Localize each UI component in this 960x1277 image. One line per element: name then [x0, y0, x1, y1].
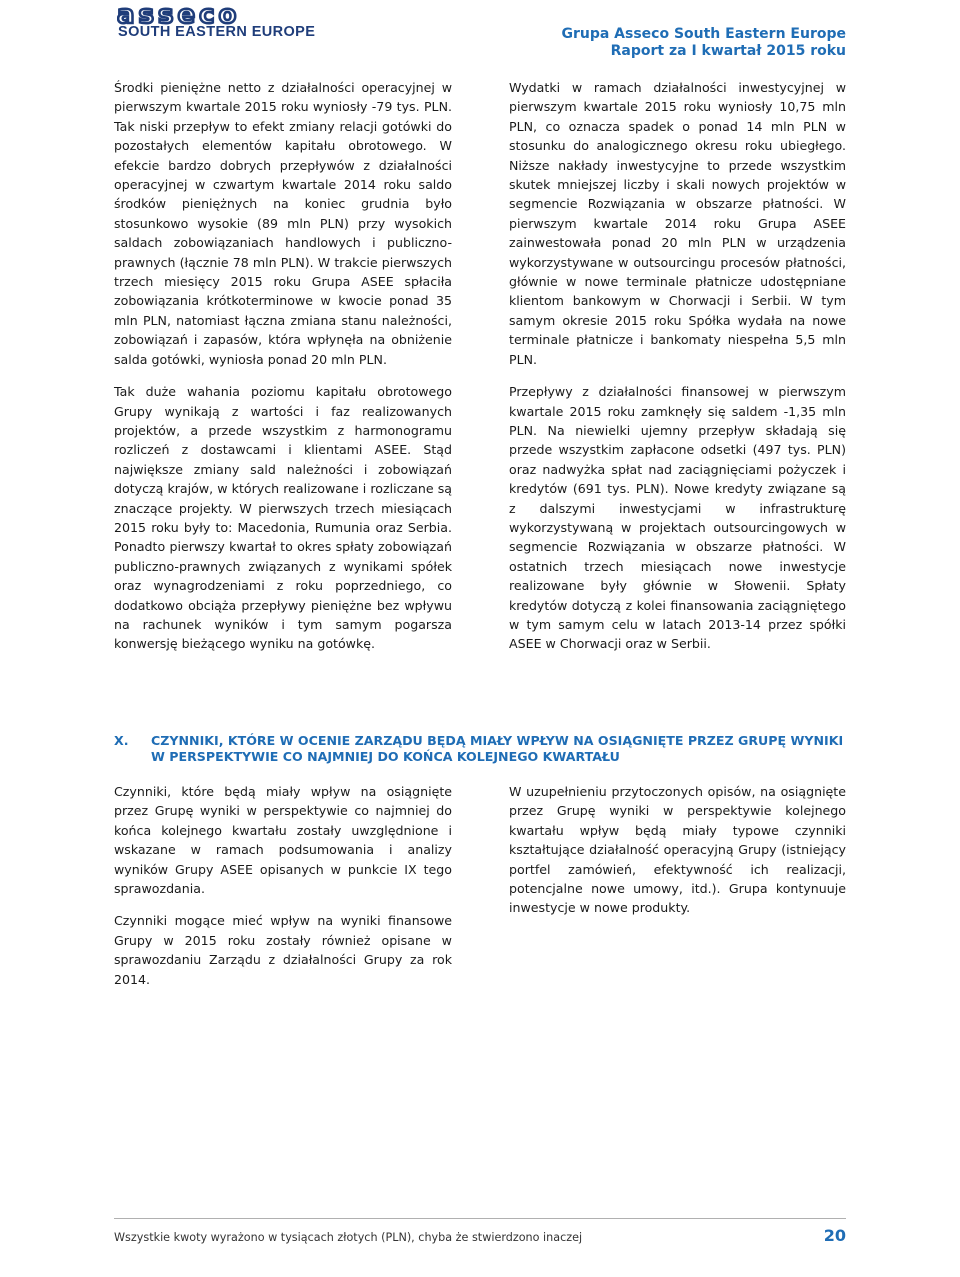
company-name: Grupa Asseco South Eastern Europe: [561, 26, 846, 42]
section-right-column: [509, 782, 846, 931]
paragraph: W uzupełnieniu przytoczonych opisów, na osiągnięte przez Grupę wyniki w perspektywie kolejnego kwartału wpływ będą miały typowe czynniki kształtujące działalność operacyjną Grupy (istniejący portfel zamówień, efektywność ich realizacji, potencjalne nowe umowy, itd.). Grupa kontynuuje inwestycje w nowe produkty.: [509, 784, 846, 916]
paragraph: Czynniki, które będą miały wpływ na osiągnięte przez Grupę wyniki w perspektywie co najmniej do końca kolejnego kwartału zostały uwzględnione i wskazane w ramach podsumowania i analizy wyników Grupy ASEE opisanych w punkcie IX tego sprawozdania.: [114, 784, 452, 897]
report-header: [561, 26, 846, 60]
body-right-column: [509, 78, 846, 667]
section-title: CZYNNIKI, KTÓRE W OCENIE ZARZĄDU BĘDĄ MIAŁY WPŁYW NA OSIĄGNIĘTE PRZEZ GRUPĘ WYNIKI W PERSPEKTYWIE CO NAJMNIEJ DO KOŃCA KOLEJNEGO KWARTAŁU: [151, 733, 844, 764]
footer-divider: [114, 1218, 846, 1219]
paragraph: Czynniki mogące mieć wpływ na wyniki finansowe Grupy w 2015 roku zostały również opisane w sprawozdaniu Zarządu z działalności Grupy za rok 2014.: [114, 913, 452, 987]
section-heading: [114, 733, 846, 765]
paragraph: Przepływy z działalności finansowej w pierwszym kwartale 2015 roku zamknęły się saldem -1,35 mln PLN. Na niewielki ujemny przepływ składają się przede wszystkim zapłacone odsetki (497 tys. PLN) oraz nadwyżka spłat nad zaciągnięciami pożyczek i kredytów (691 tys. PLN). Nowe kredyty związane są z dalszymi inwestycjami w infrastrukturę wykorzystywaną w projektach outsourcingowych w segmencie Rozwiązania w obszarze płatności. W ostatnich trzech miesiącach nowe inwestycje realizowane były głównie w Słowenii. Spłaty kredytów dotyczą z kolei finansowania zaciągniętego w tym samym celu w latach 2013-14 przez spółki ASEE w Chorwacji oraz w Serbii.: [509, 384, 846, 652]
paragraph: Tak duże wahania poziomu kapitału obrotowego Grupy wynikają z wartości i faz realizowanych projektów, a przede wszystkim z harmonogramu rozliczeń z dostawcami i klientami ASEE. Stąd największe zmiany sald należności i zobowiązań dotyczą krajów, w których realizowane i rozliczane są znaczące projekty. W pierwszych trzech miesiącach 2015 roku były to: Macedonia, Rumunia oraz Serbia. Ponadto pierwszy kwartał to okres spłaty zobowiązań publiczno-prawnych związanych z wynikami spółek oraz wynagrodzeniami z roku poprzedniego, co dodatkowo obciąża przepływy pieniężne bez wpływu na rachunek wyników i tym samym pogarsza konwersję bieżącego wyniku na gotówkę.: [114, 384, 452, 652]
logo-subtitle: SOUTH EASTERN EUROPE: [118, 24, 316, 40]
section-number: X.: [114, 733, 129, 748]
page-number: 20: [823, 1226, 846, 1245]
section-left-column: [114, 782, 452, 1002]
asseco-logo-icon: [117, 4, 327, 26]
logo-wordmark: asseco: [117, 4, 241, 26]
body-left-column: [114, 78, 452, 667]
paragraph: Wydatki w ramach działalności inwestycyjnej w pierwszym kwartale 2015 roku wyniosły 10,75 mln PLN, co oznacza spadek o ponad 14 mln PLN w stosunku do analogicznego okresu roku ubiegłego. Niższe nakłady inwestycyjne to przede wszystkim skutek mniejszej liczby i skali nowych projektów w segmencie Rozwiązania w obszarze płatności. W pierwszym kwartale 2014 roku Grupa ASEE zainwestowała ponad 20 mln PLN w urządzenia wykorzystywane w outsourcingu procesów płatności, głównie w nowe terminale płatnicze udostępniane klientom bankowym w Chorwacji i Serbii. W tym samym okresie 2015 roku Spółka wydała na nowe terminale płatnicze i bankomaty niespełna 5,5 mln PLN.: [509, 80, 846, 367]
paragraph: Środki pieniężne netto z działalności operacyjnej w pierwszym kwartale 2015 roku wyniosły -79 tys. PLN. Tak niski przepływ to efekt zmiany relacji gotówki do pozostałych elementów kapitału obrotowego. W efekcie bardzo dobrych przepływów z działalności operacyjnej w czwartym kwartale 2014 roku saldo środków pieniężnych na koniec grudnia było stosunkowo wysokie (89 mln PLN) przy wysokich saldach zobowiązaniach handlowych i publiczno-prawnych (łącznie 78 mln PLN). W trakcie pierwszych trzech miesięcy 2015 roku Grupa ASEE spłaciła zobowiązania krótkoterminowe w kwocie ponad 35 mln PLN, natomiast łączna zmiana stanu należności, zobowiązań i zapasów, która wpłynęła na obniżenie salda gotówki, wyniosła ponad 20 mln PLN.: [114, 80, 452, 367]
footer-note: Wszystkie kwoty wyrażono w tysiącach złotych (PLN), chyba że stwierdzono inaczej: [114, 1231, 583, 1244]
report-title: Raport za I kwartał 2015 roku: [610, 43, 846, 59]
